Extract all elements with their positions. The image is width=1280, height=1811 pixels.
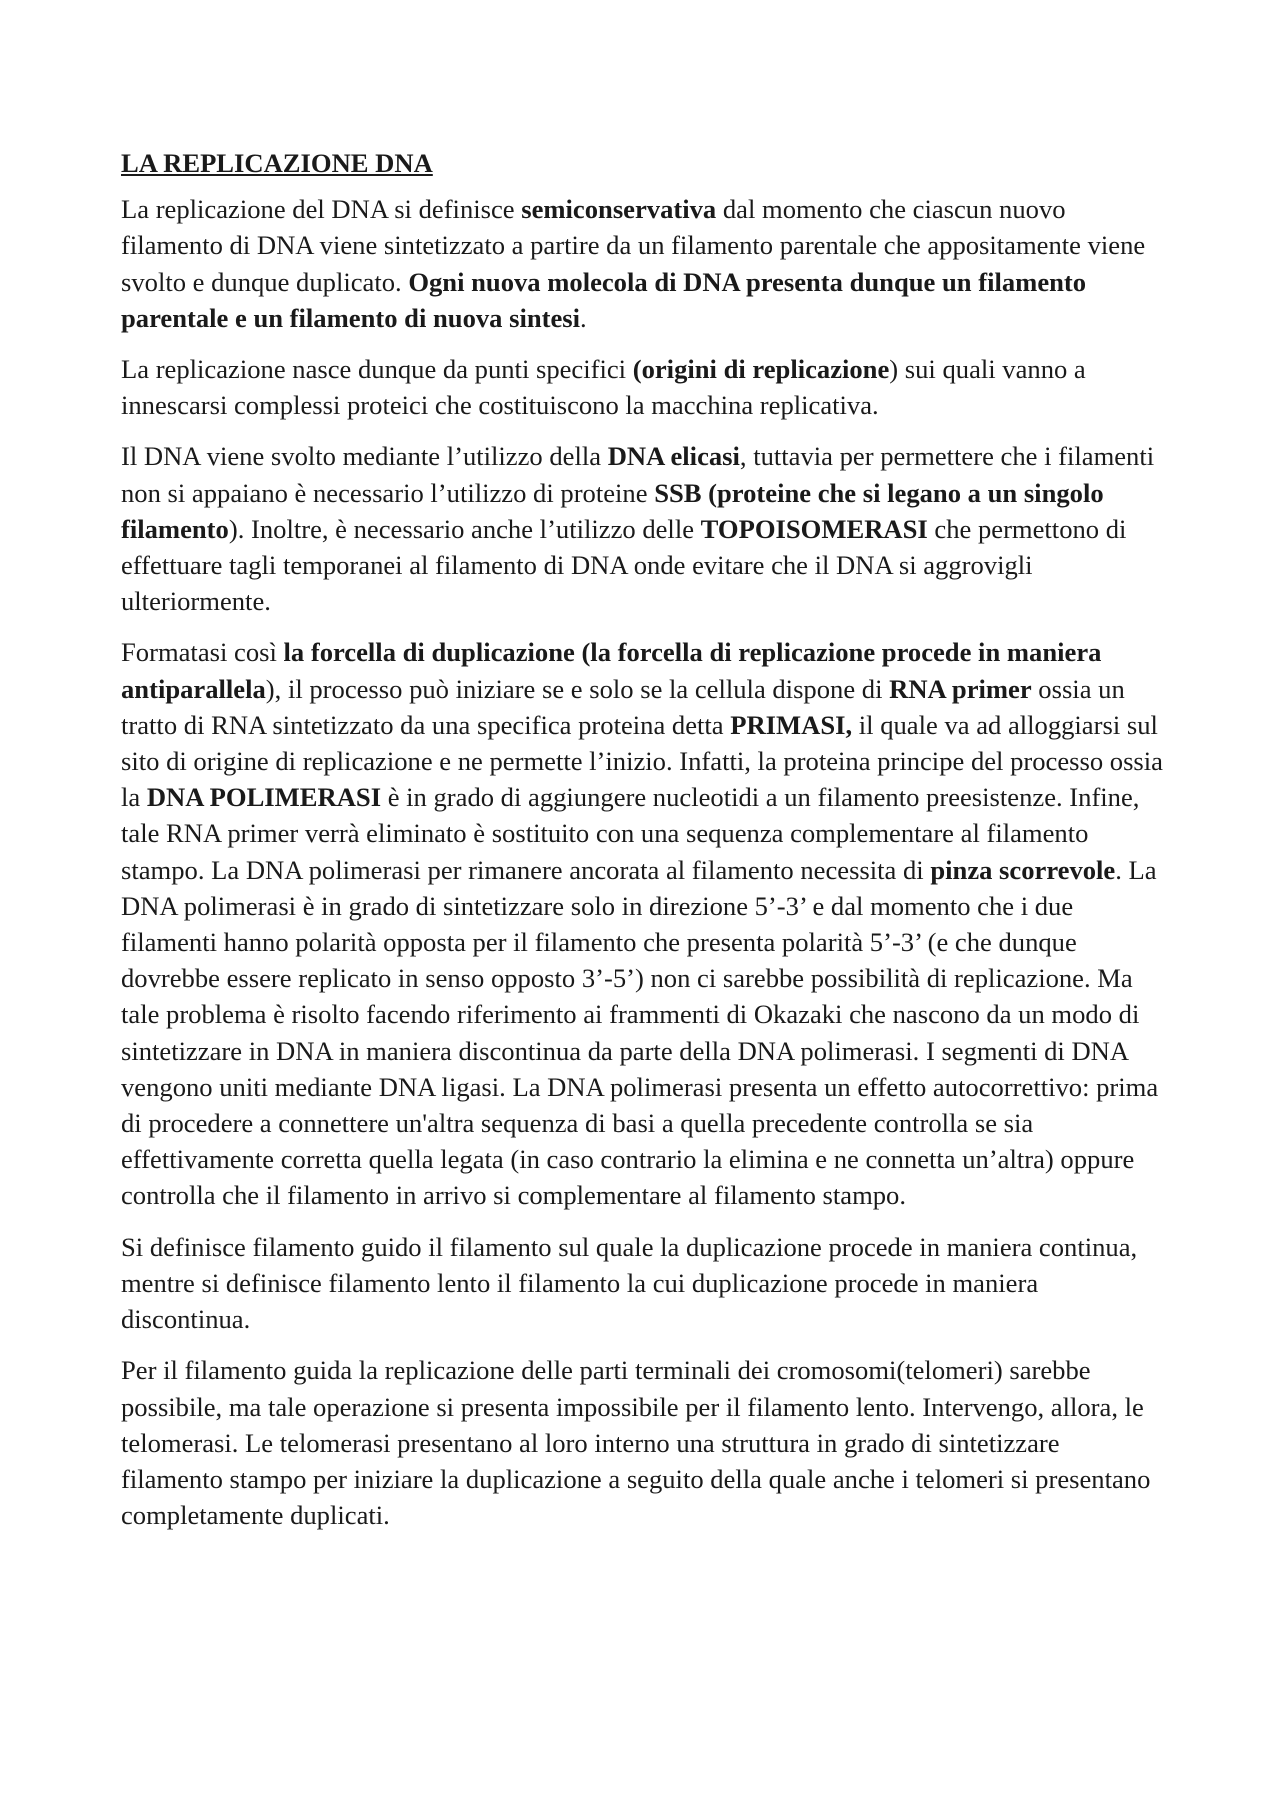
document-title: LA REPLICAZIONE DNA bbox=[121, 148, 433, 178]
text-run: il quale va ad alloggiarsi sul sito di origine di replicazione e ne permette l’inizio. Infatti, la proteina principe del processo ossia la bbox=[121, 709, 1163, 813]
text-run: che permettono di effettuare tagli temporanei al filamento di DNA onde evitare che il DNA si aggrovigli ulteriormente. bbox=[121, 513, 1127, 617]
text-run: Si definisce filamento guido il filamento sul quale la duplicazione procede in maniera continua, mentre si definisce filamento lento il filamento la cui duplicazione procede in maniera discontinua. bbox=[121, 1231, 1138, 1335]
text-run: . La DNA polimerasi è in grado di sintetizzare solo in direzione 5’-3’ e dal momento che i due filamenti hanno polarità opposta per il filamento che presenta polarità 5’-3’ (e che dunque dovrebbe essere replicato in senso opposto 3’-5’) non ci sarebbe possibilità di replicazione. Ma tale problema è risolto facendo riferimento ai frammenti di Okazaki che nascono da un modo di sintetizzare in DNA in maniera discontinua da parte della DNA polimerasi. I segmenti di DNA vengono uniti mediante DNA ligasi. La DNA polimerasi presenta un effetto autocorrettivo: prima di procedere a connettere un'altra sequenza di basi a quella precedente controlla se sia effettivamente corretta quella legata (in caso contrario la elimina e ne connetta un’altra) oppure controlla che il filamento in arrivo si complementare al filamento stampo. bbox=[121, 854, 1159, 1211]
text-run: ossia un tratto di RNA sintetizzato da una specifica proteina detta bbox=[121, 673, 1125, 740]
bold-text-run: la forcella di duplicazione (la forcella di replicazione procede in maniera antiparallela bbox=[121, 637, 1102, 704]
text-run: ) sui quali vanno a innescarsi complessi proteici che costituiscono la macchina replicativa. bbox=[121, 354, 1086, 421]
paragraph bbox=[121, 191, 1166, 336]
bold-text-run: semiconservativa bbox=[521, 194, 717, 225]
paragraph bbox=[121, 1352, 1166, 1533]
bold-text-run: pinza scorrevole bbox=[930, 854, 1116, 885]
paragraph bbox=[121, 634, 1166, 1213]
bold-text-run: (origini di replicazione bbox=[632, 354, 890, 385]
text-run: Formatasi così bbox=[121, 637, 284, 668]
text-run: Per il filamento guida la replicazione delle parti terminali dei cromosomi(telomeri) sarebbe possibile, ma tale operazione si presenta impossibile per il filamento lento. Intervengo, allora, le telomerasi. Le telomerasi presentano al loro interno una struttura in grado di sintetizzare filamento stampo per iniziare la duplicazione a seguito della quale anche i telomeri si presentano completamente duplicati. bbox=[121, 1355, 1151, 1531]
text-run: Il DNA viene svolto mediante l’utilizzo della bbox=[121, 441, 608, 472]
bold-text-run: Ogni nuova molecola di DNA presenta dunque un filamento parentale e un filamento di nuova sintesi bbox=[121, 266, 1087, 333]
text-run: dal momento che ciascun nuovo filamento di DNA viene sintetizzato a partire da un filamento parentale che appositamente viene svolto e dunque duplicato. bbox=[121, 194, 1146, 297]
bold-text-run: DNA POLIMERASI bbox=[146, 782, 382, 813]
text-run: La replicazione del DNA si definisce bbox=[121, 194, 522, 225]
bold-text-run: TOPOISOMERASI bbox=[700, 513, 928, 544]
text-run: ), il processo può iniziare se e solo se la cellula dispone di bbox=[265, 673, 890, 704]
text-run: La replicazione nasce dunque da punti specifici bbox=[121, 354, 633, 385]
bold-text-run: DNA elicasi bbox=[607, 441, 740, 472]
text-run: è in grado di aggiungere nucleotidi a un filamento preesistenze. Infine, tale RNA primer verrà eliminato è sostituito con una sequenza complementare al filamento stampo. La DNA polimerasi per rimanere ancorata al filamento necessita di bbox=[121, 782, 1140, 885]
text-run: ). Inoltre, è necessario anche l’utilizzo delle bbox=[228, 513, 701, 544]
document-body bbox=[121, 191, 1166, 1533]
paragraph bbox=[121, 351, 1166, 423]
document-page bbox=[121, 145, 1166, 1548]
text-run: , tuttavia per permettere che i filamenti non si appaiano è necessario l’utilizzo di proteine bbox=[121, 441, 1155, 508]
text-run: . bbox=[580, 302, 587, 333]
paragraph bbox=[121, 438, 1166, 619]
bold-text-run: PRIMASI, bbox=[730, 709, 853, 740]
bold-text-run: RNA primer bbox=[889, 673, 1032, 704]
bold-text-run: SSB (proteine che si legano a un singolo filamento bbox=[121, 477, 1104, 544]
paragraph bbox=[121, 1229, 1166, 1338]
